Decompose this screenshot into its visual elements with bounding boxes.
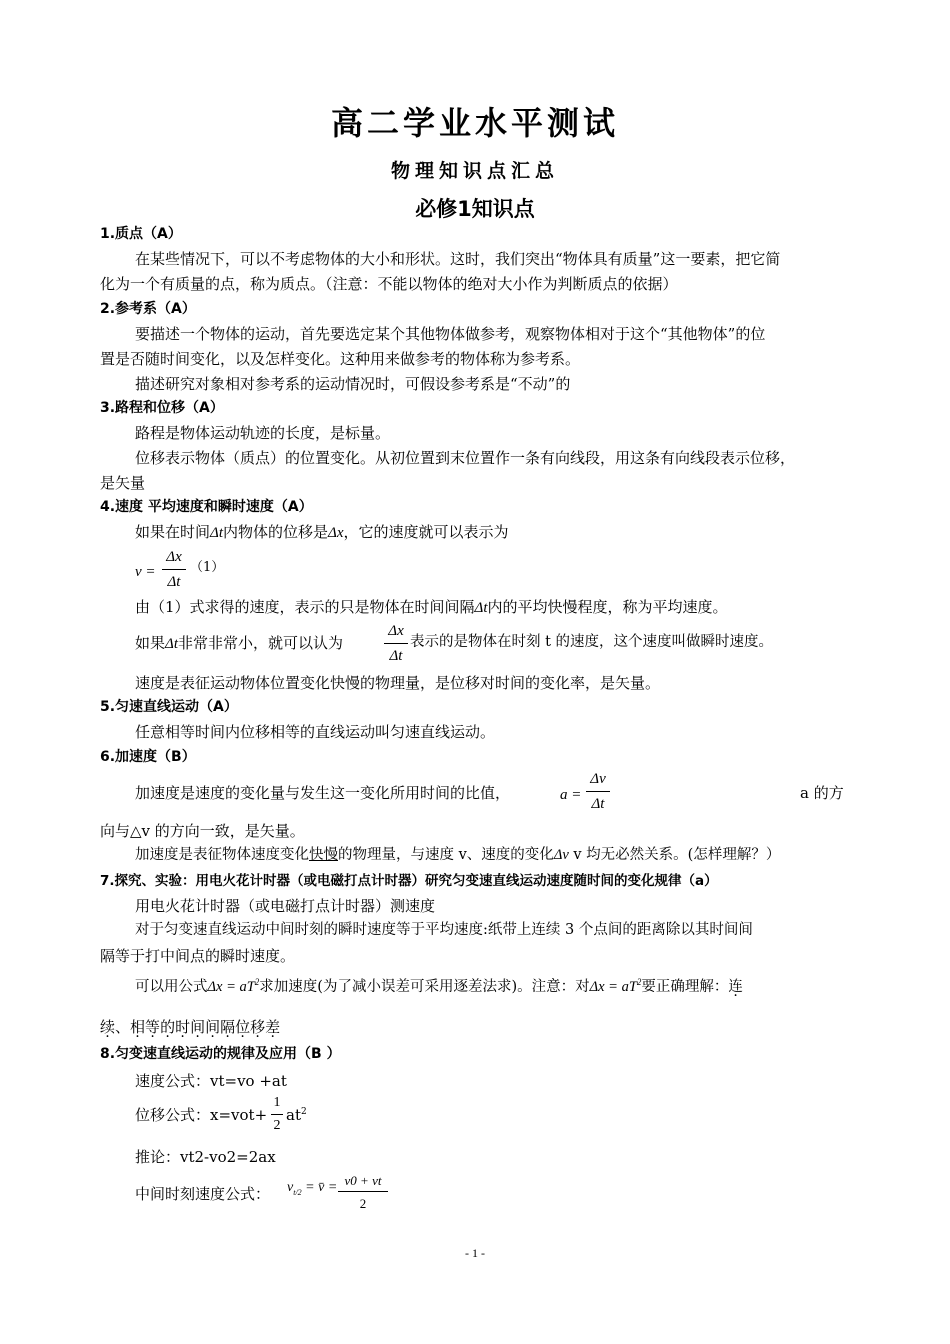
paragraph-emphasis [100,1018,280,1036]
text: 要正确理解： [641,978,729,995]
subtitle: 物理知识点汇总 [390,160,559,182]
equation-dx-at2 [590,979,642,995]
superscript: 2 [254,977,260,987]
emphasis-dotted: 间 [190,1018,206,1036]
superscript: 2 [636,977,642,987]
denominator: 2 [273,1118,281,1133]
equation-text: Δx = aT [207,978,255,995]
formula-label: 速度公式： [135,1072,211,1090]
text: 、 [115,1018,131,1036]
paragraph: 向与△v 的方向一致，是矢量。 [100,822,305,840]
emphasis-dotted: 间 [205,1018,221,1036]
text: 内的平均快慢程度，称为平均速度。 [487,598,728,616]
text: ，它的速度就可以表示为 [343,523,509,541]
fraction-dx-dt [162,550,186,592]
text: v 均无必然关系。(怎样理解？） [568,847,781,863]
equation-text: Δx = aT [589,978,637,995]
text: 由（1）式求得的速度，表示的只是物体在时间间隔 [135,598,475,616]
heading-particle: 1.质点（A） [100,226,182,242]
paragraph [135,977,743,996]
text: 求加速度(为了减小误差可采用逐差法求)。注意：对 [259,978,590,995]
paragraph: 速度是表征运动物体位置变化快慢的物理量，是位移对时间的变化率，是矢量。 [135,674,661,692]
paragraph [135,523,509,542]
delta-t: Δt [165,636,178,652]
emphasis-dotted: 时 [175,1018,191,1036]
fraction-bar [384,643,408,644]
heading-velocity: 4.速度 平均速度和瞬时速度（A） [100,499,313,515]
paragraph: 用电火花计时器（或电磁打点计时器）测速度 [135,897,436,915]
paragraph: 位移表示物体（质点）的位置变化。从初位置到末位置作一条有向线段，用这条有向线段表示位移， [135,449,796,467]
heading-uniform-acceleration: 8.匀变速直线运动的规律及应用（B ） [100,1046,341,1062]
paragraph: 对于匀变速直线运动中间时刻的瞬时速度等于平均速度:纸带上连续 3 个点间的距离除以其时间间 [135,922,753,938]
page-number: - 1 - [465,1246,485,1260]
formula-equation: vt=vo +at [210,1072,287,1090]
underlined-text: 快慢 [309,847,338,863]
paragraph: 在某些情况下，可以不考虑物体的大小和形状。这时，我们突出“物体具有质量”这一要素，把它简 [135,250,781,268]
formula-equation: vt2-vo2=2ax [180,1148,276,1166]
delta-t: Δt [474,600,488,616]
formula-velocity [135,1072,287,1090]
text: 加速度是表征物体速度变化 [135,847,309,863]
emphasis-dotted: 移 [250,1018,266,1036]
heading-experiment: 7.探究、实验：用电火花计时器（或电磁打点计时器）研究匀变速直线运动速度随时间的变化规律（a） [100,873,718,889]
paragraph [135,598,728,617]
heading-distance-displacement: 3.路程和位移（A） [100,400,224,416]
paragraph: 路程是物体运动轨迹的长度，是标量。 [135,424,391,442]
denominator: Δt [389,648,403,664]
paragraph [135,634,343,653]
formula-mid-time-label: 中间时刻速度公式： [135,1185,271,1203]
fraction-bar [271,1114,283,1115]
denominator: 2 [359,1196,367,1211]
text: 如果 [135,634,166,652]
fraction-one-half [271,1096,283,1136]
numerator: 1 [273,1095,281,1110]
fraction-dv-dt [586,772,610,814]
delta-t: Δt [210,525,223,541]
equation-a: a = [560,787,582,803]
emphasis-dotted: 的 [160,1018,176,1036]
equation-tag: （1） [190,560,225,575]
numerator: Δx [166,549,182,565]
text: 可以用公式 [135,978,208,995]
fraction-bar [162,569,186,570]
paragraph: 表示的是物体在时刻 t 的速度，这个速度叫做瞬时速度。 [410,634,774,650]
text: 非常非常小，就可以认为 [178,634,344,652]
emphasis-dotted: 差 [265,1018,281,1036]
formula-equation: at [286,1106,301,1124]
paragraph: 描述研究对象相对参考系的运动情况时，可假设参考系是“不动”的 [135,375,571,393]
paragraph: 置是否随时间变化，以及怎样变化。这种用来做参考的物体称为参考系。 [100,350,581,368]
paragraph: 隔等于打中间点的瞬时速度。 [100,947,296,965]
formula-label: 位移公式： [135,1106,211,1124]
formula-displacement [135,1106,267,1124]
paragraph: 任意相等时间内位移相等的直线运动叫匀速直线运动。 [135,723,496,741]
denominator: Δt [167,574,181,590]
formula-displacement-tail [286,1106,307,1124]
heading-reference-frame: 2.参考系（A） [100,301,196,317]
text: 如果在时间 [135,523,211,541]
paragraph: 是矢量 [100,474,146,492]
heading-uniform-motion: 5.匀速直线运动（A） [100,699,238,715]
denominator: Δt [591,796,605,812]
formula-inference [135,1148,276,1166]
main-title: 高二学业水平测试 [330,104,619,142]
equation-v: v = [135,564,156,580]
delta-x: Δx [328,525,344,541]
fraction-mid-velocity [338,1174,388,1216]
emphasis-dotted: 连 [728,978,743,995]
formula-mid-time-lhs: $v_{t/2}$ = v̄ = [287,1180,338,1197]
delta-v: Δv [553,847,569,863]
paragraph: a 的方 [800,784,844,802]
emphasis-dotted: 续 [100,1018,116,1036]
numerator: Δx [388,623,404,639]
formula-label: 推论： [135,1148,181,1166]
emphasis-dotted: 等 [145,1018,161,1036]
emphasis-dotted: 位 [235,1018,251,1036]
text: 内物体的位移是 [223,523,329,541]
heading-acceleration: 6.加速度（B） [100,749,196,765]
section-title: 必修1知识点 [415,197,535,221]
numerator: v0 + vt [344,1173,382,1188]
formula-equation: x=vot+ [210,1106,268,1124]
numerator: Δv [590,771,606,787]
paragraph: 化为一个有质量的点，称为质点。（注意：不能以物体的绝对大小作为判断质点的依据） [100,275,678,293]
superscript: 2 [300,1107,307,1117]
emphasis-dotted: 隔 [220,1018,236,1036]
paragraph: 加速度是速度的变化量与发生这一变化所用时间的比值， [135,784,511,802]
paragraph: 要描述一个物体的运动，首先要选定某个其他物体做参考，观察物体相对于这个“其他物体”的位 [135,325,766,343]
emphasis-dotted: 相 [130,1018,146,1036]
fraction-dx-dt-inline [384,624,408,666]
text: 的物理量，与速度 v、速度的变化 [338,847,554,863]
fraction-bar [338,1191,388,1192]
paragraph [135,847,780,864]
equation-dx-at2 [208,979,260,995]
fraction-bar [586,791,610,792]
